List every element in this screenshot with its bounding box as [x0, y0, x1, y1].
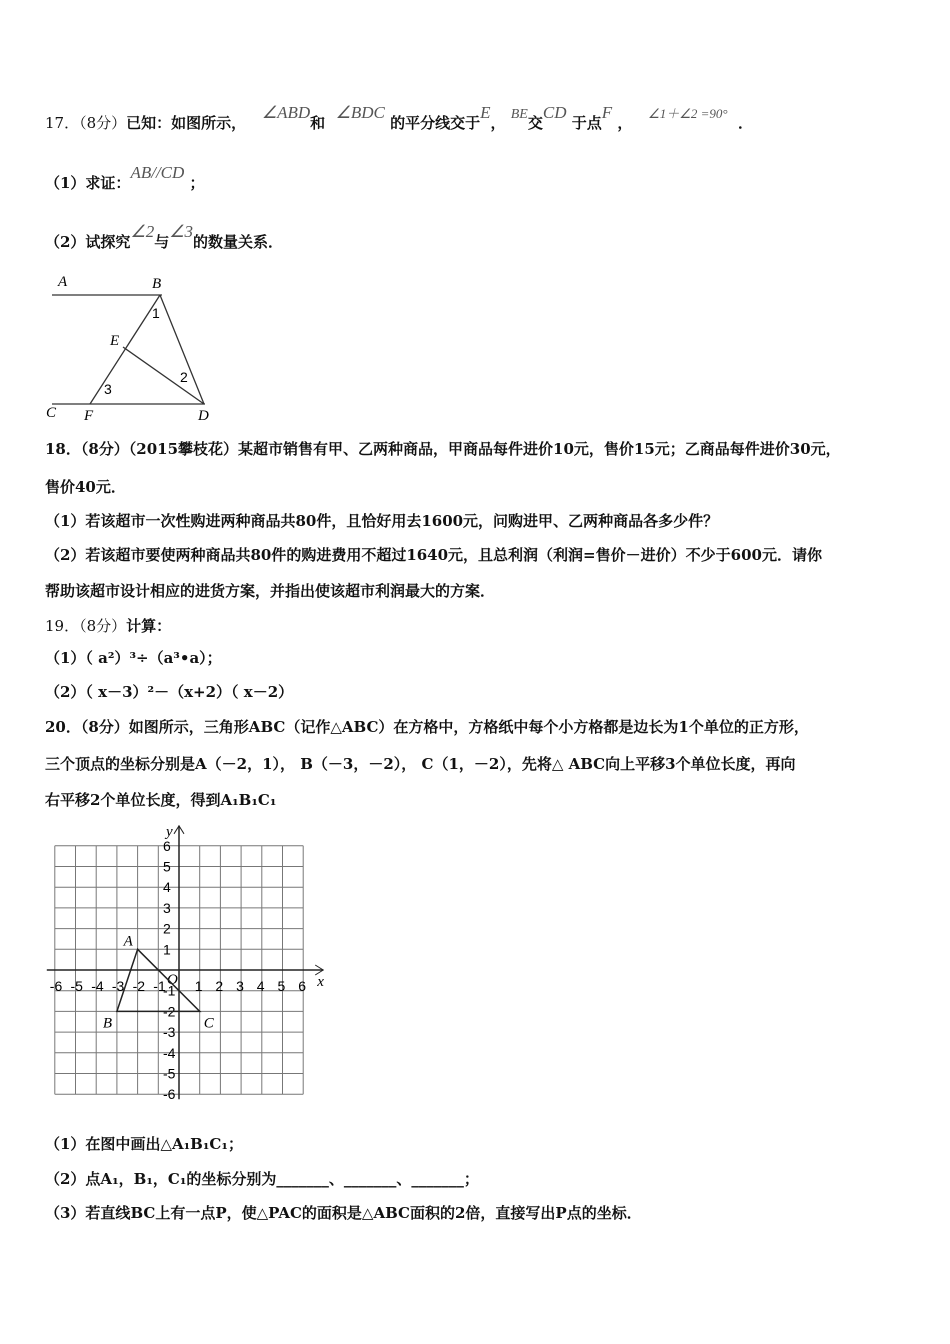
- math: ∠1＋∠2 =90°: [648, 106, 728, 121]
- math: ∠BDC: [335, 103, 385, 122]
- q18-part2: （2）若该超市要使两种商品共80件的购进费用不超过1640元，且总利润（利润=售价－进价）不少于600元．请你: [45, 546, 822, 564]
- math: CD: [542, 103, 567, 122]
- label-c: C: [203, 1015, 214, 1032]
- text: （1）求证：: [45, 174, 131, 192]
- y-tick-label: -3: [163, 1024, 176, 1041]
- math: ∠2: [130, 222, 155, 241]
- math: F: [601, 103, 613, 122]
- text: 与: [154, 233, 170, 251]
- x-tick-label: -1: [153, 978, 166, 994]
- q20-stem-cont2: 右平移2个单位长度，得到A₁B₁C₁: [45, 791, 277, 809]
- x-tick-label: 2: [215, 978, 224, 994]
- q17-part1: [45, 163, 205, 193]
- q18-stem: 18．（8分）（2015攀枝花）某超市销售有甲、乙两种商品，甲商品每件进价10元，售价15元；乙商品每件进价30元，: [45, 440, 841, 458]
- x-tick-label: 5: [277, 978, 286, 994]
- y-axis-label: y: [166, 823, 173, 840]
- label-b: B: [102, 1015, 113, 1032]
- q20-part3: （3）若直线BC上有一点P，使△PAC的面积是△ABC面积的2倍，直接写出P点的坐标．: [45, 1204, 642, 1222]
- q20-stem: 20．（8分）如图所示，三角形ABC（记作△ABC）在方格中，方格纸中每个小方格都是边长为1个单位的正方形，: [45, 718, 809, 736]
- angle-2-label: 2: [180, 369, 188, 385]
- q17-figure: [0, 270, 230, 425]
- label-e: E: [110, 333, 120, 349]
- x-tick-label: -4: [91, 978, 104, 994]
- x-tick-label: 3: [236, 978, 244, 994]
- text: 交: [527, 114, 543, 132]
- x-tick-label: 6: [298, 978, 306, 994]
- x-tick-label: 1: [194, 978, 203, 994]
- y-tick-label: 3: [163, 899, 171, 916]
- text: ，: [490, 114, 506, 132]
- x-axis-label: x: [317, 974, 324, 990]
- angle-3-label: 3: [104, 381, 112, 397]
- label-a: A: [58, 274, 68, 290]
- text: 的数量关系．: [192, 233, 283, 251]
- q17-number: 17．（8分）: [45, 114, 127, 132]
- y-tick-label: 6: [163, 837, 171, 854]
- q19-part1: （1）（ a²）³÷（a³•a）；: [45, 649, 222, 667]
- origin-label: O: [167, 972, 178, 988]
- x-tick-label: -3: [111, 978, 125, 994]
- text: ，: [617, 114, 633, 132]
- text: 已知：如图所示，: [126, 114, 247, 132]
- math: ∠ABD: [261, 103, 311, 122]
- label-b: B: [152, 276, 162, 292]
- text: ；: [189, 174, 205, 192]
- text: 于点: [571, 114, 602, 132]
- x-tick-label: -5: [70, 978, 83, 994]
- q18-part1: （1）若该超市一次性购进两种商品共80件，且恰好用去1600元，问购进甲、乙两种商品各多少件？: [45, 512, 719, 530]
- y-tick-label: 1: [163, 941, 171, 958]
- y-tick-label: -6: [163, 1086, 176, 1103]
- y-tick-label: -4: [163, 1044, 176, 1061]
- math: ∠3: [169, 222, 193, 241]
- text: 计算：: [126, 617, 172, 635]
- angle-1-label: 1: [152, 305, 160, 321]
- q17-stem: [45, 103, 754, 133]
- y-tick-label: -1: [163, 982, 176, 999]
- segment-bd: [160, 295, 204, 404]
- math: BE: [510, 107, 528, 122]
- y-tick-label: -5: [163, 1065, 176, 1082]
- text: 的平分线交于: [390, 114, 481, 132]
- text: （2）试探究: [45, 233, 131, 251]
- q18-part2-cont: 帮助该超市设计相应的进货方案，并指出使该超市利润最大的方案．: [45, 582, 496, 600]
- label-d: D: [198, 408, 209, 424]
- math: AB//CD: [130, 163, 185, 182]
- x-tick-label: -6: [49, 978, 63, 994]
- q19-part2: （2）（ x－3）²－（x+2）（ x－2）: [45, 683, 294, 701]
- x-tick-label: 4: [256, 978, 265, 994]
- q18-stem-cont: 售价40元．: [45, 478, 126, 496]
- math: E: [480, 103, 491, 122]
- y-tick-label: 2: [163, 920, 171, 937]
- y-tick-label: 4: [163, 879, 171, 896]
- segment-bf: [90, 295, 160, 404]
- q17-part2: [45, 222, 283, 252]
- q19-stem: [45, 615, 171, 636]
- q20-part1: （1）在图中画出△A₁B₁C₁；: [45, 1135, 243, 1153]
- label-c: C: [46, 405, 57, 421]
- y-tick-label: 5: [163, 858, 171, 875]
- label-f: F: [84, 408, 94, 424]
- q20-part2: （2）点A₁，B₁，C₁的坐标分别为_______、_______、_______；: [45, 1170, 479, 1188]
- label-a: A: [123, 933, 133, 950]
- text: 和: [310, 114, 326, 132]
- coordinate-grid: [0, 810, 340, 1110]
- q20-stem-cont: 三个顶点的坐标分别是A（－2，1）， B（－3，－2）， C（1，－2），先将△ ABC向上平移3个单位长度，再向: [45, 755, 796, 773]
- y-tick-label: -2: [163, 1003, 176, 1020]
- text: ．: [738, 114, 754, 132]
- q19-number: 19．（8分）: [45, 617, 127, 635]
- x-tick-label: -2: [132, 978, 146, 994]
